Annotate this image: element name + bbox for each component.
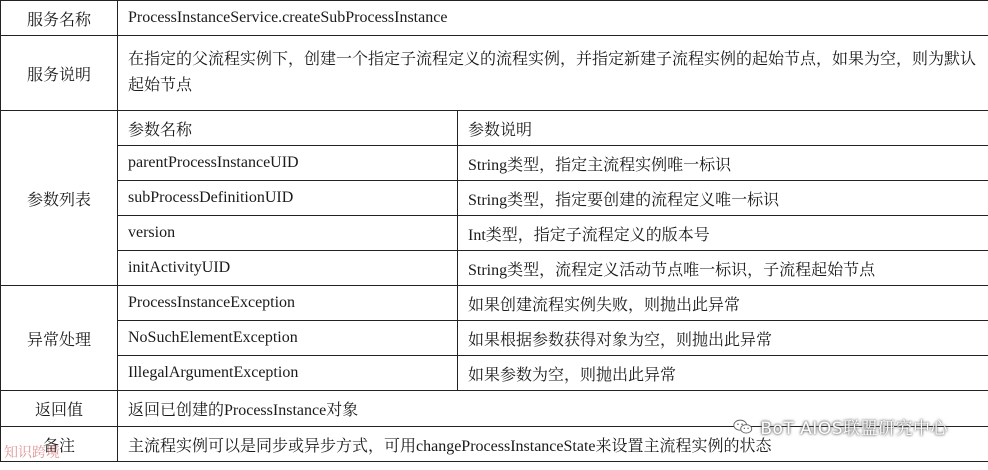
watermark <box>732 414 948 439</box>
param-row <box>1 251 988 286</box>
param-row <box>1 181 988 216</box>
label-service-name: 服务名称 <box>1 1 118 36</box>
value-return-value: 返回已创建的ProcessInstance对象 <box>118 391 988 427</box>
param-name: version <box>118 216 458 251</box>
param-desc: Int类型，指定子流程定义的版本号 <box>458 216 988 251</box>
exception-row <box>1 286 988 321</box>
watermark-left: 知识跨境 <box>4 445 60 461</box>
value-service-desc: 在指定的父流程实例下，创建一个指定子流程定义的流程实例，并指定新建子流程实例的起始节点，如果为空，则为默认起始节点 <box>118 36 988 111</box>
exception-name: NoSuchElementException <box>118 321 458 356</box>
exception-desc: 如果根据参数获得对象为空，则抛出此异常 <box>458 321 988 356</box>
param-desc: String类型，指定要创建的流程定义唯一标识 <box>458 181 988 216</box>
exception-row <box>1 356 988 391</box>
label-params: 参数列表 <box>1 111 118 286</box>
param-desc: String类型，流程定义活动节点唯一标识，子流程起始节点 <box>458 251 988 286</box>
label-note: 备注 <box>1 427 118 462</box>
wechat-icon <box>732 416 754 438</box>
exception-name: ProcessInstanceException <box>118 286 458 321</box>
param-name: initActivityUID <box>118 251 458 286</box>
row-service-name <box>1 1 988 36</box>
param-name: parentProcessInstanceUID <box>118 146 458 181</box>
param-desc: String类型，指定主流程实例唯一标识 <box>458 146 988 181</box>
exception-desc: 如果参数为空，则抛出此异常 <box>458 356 988 391</box>
label-exceptions: 异常处理 <box>1 286 118 391</box>
value-note: 主流程实例可以是同步或异步方式，可用changeProcessInstanceState来设置主流程实例的状态 <box>118 427 988 462</box>
watermark-text: BoT AIOS联盟研究中心 <box>760 419 948 439</box>
param-row <box>1 146 988 181</box>
exception-name: IllegalArgumentException <box>118 356 458 391</box>
label-service-desc: 服务说明 <box>1 36 118 111</box>
param-name: subProcessDefinitionUID <box>118 181 458 216</box>
value-service-name: ProcessInstanceService.createSubProcessInstance <box>118 1 988 36</box>
param-row <box>1 216 988 251</box>
row-params-header <box>1 111 988 146</box>
params-col-name: 参数名称 <box>118 111 458 146</box>
row-service-desc <box>1 36 988 111</box>
label-return-value: 返回值 <box>1 391 118 427</box>
exception-row <box>1 321 988 356</box>
params-col-desc: 参数说明 <box>458 111 988 146</box>
exception-desc: 如果创建流程实例失败，则抛出此异常 <box>458 286 988 321</box>
